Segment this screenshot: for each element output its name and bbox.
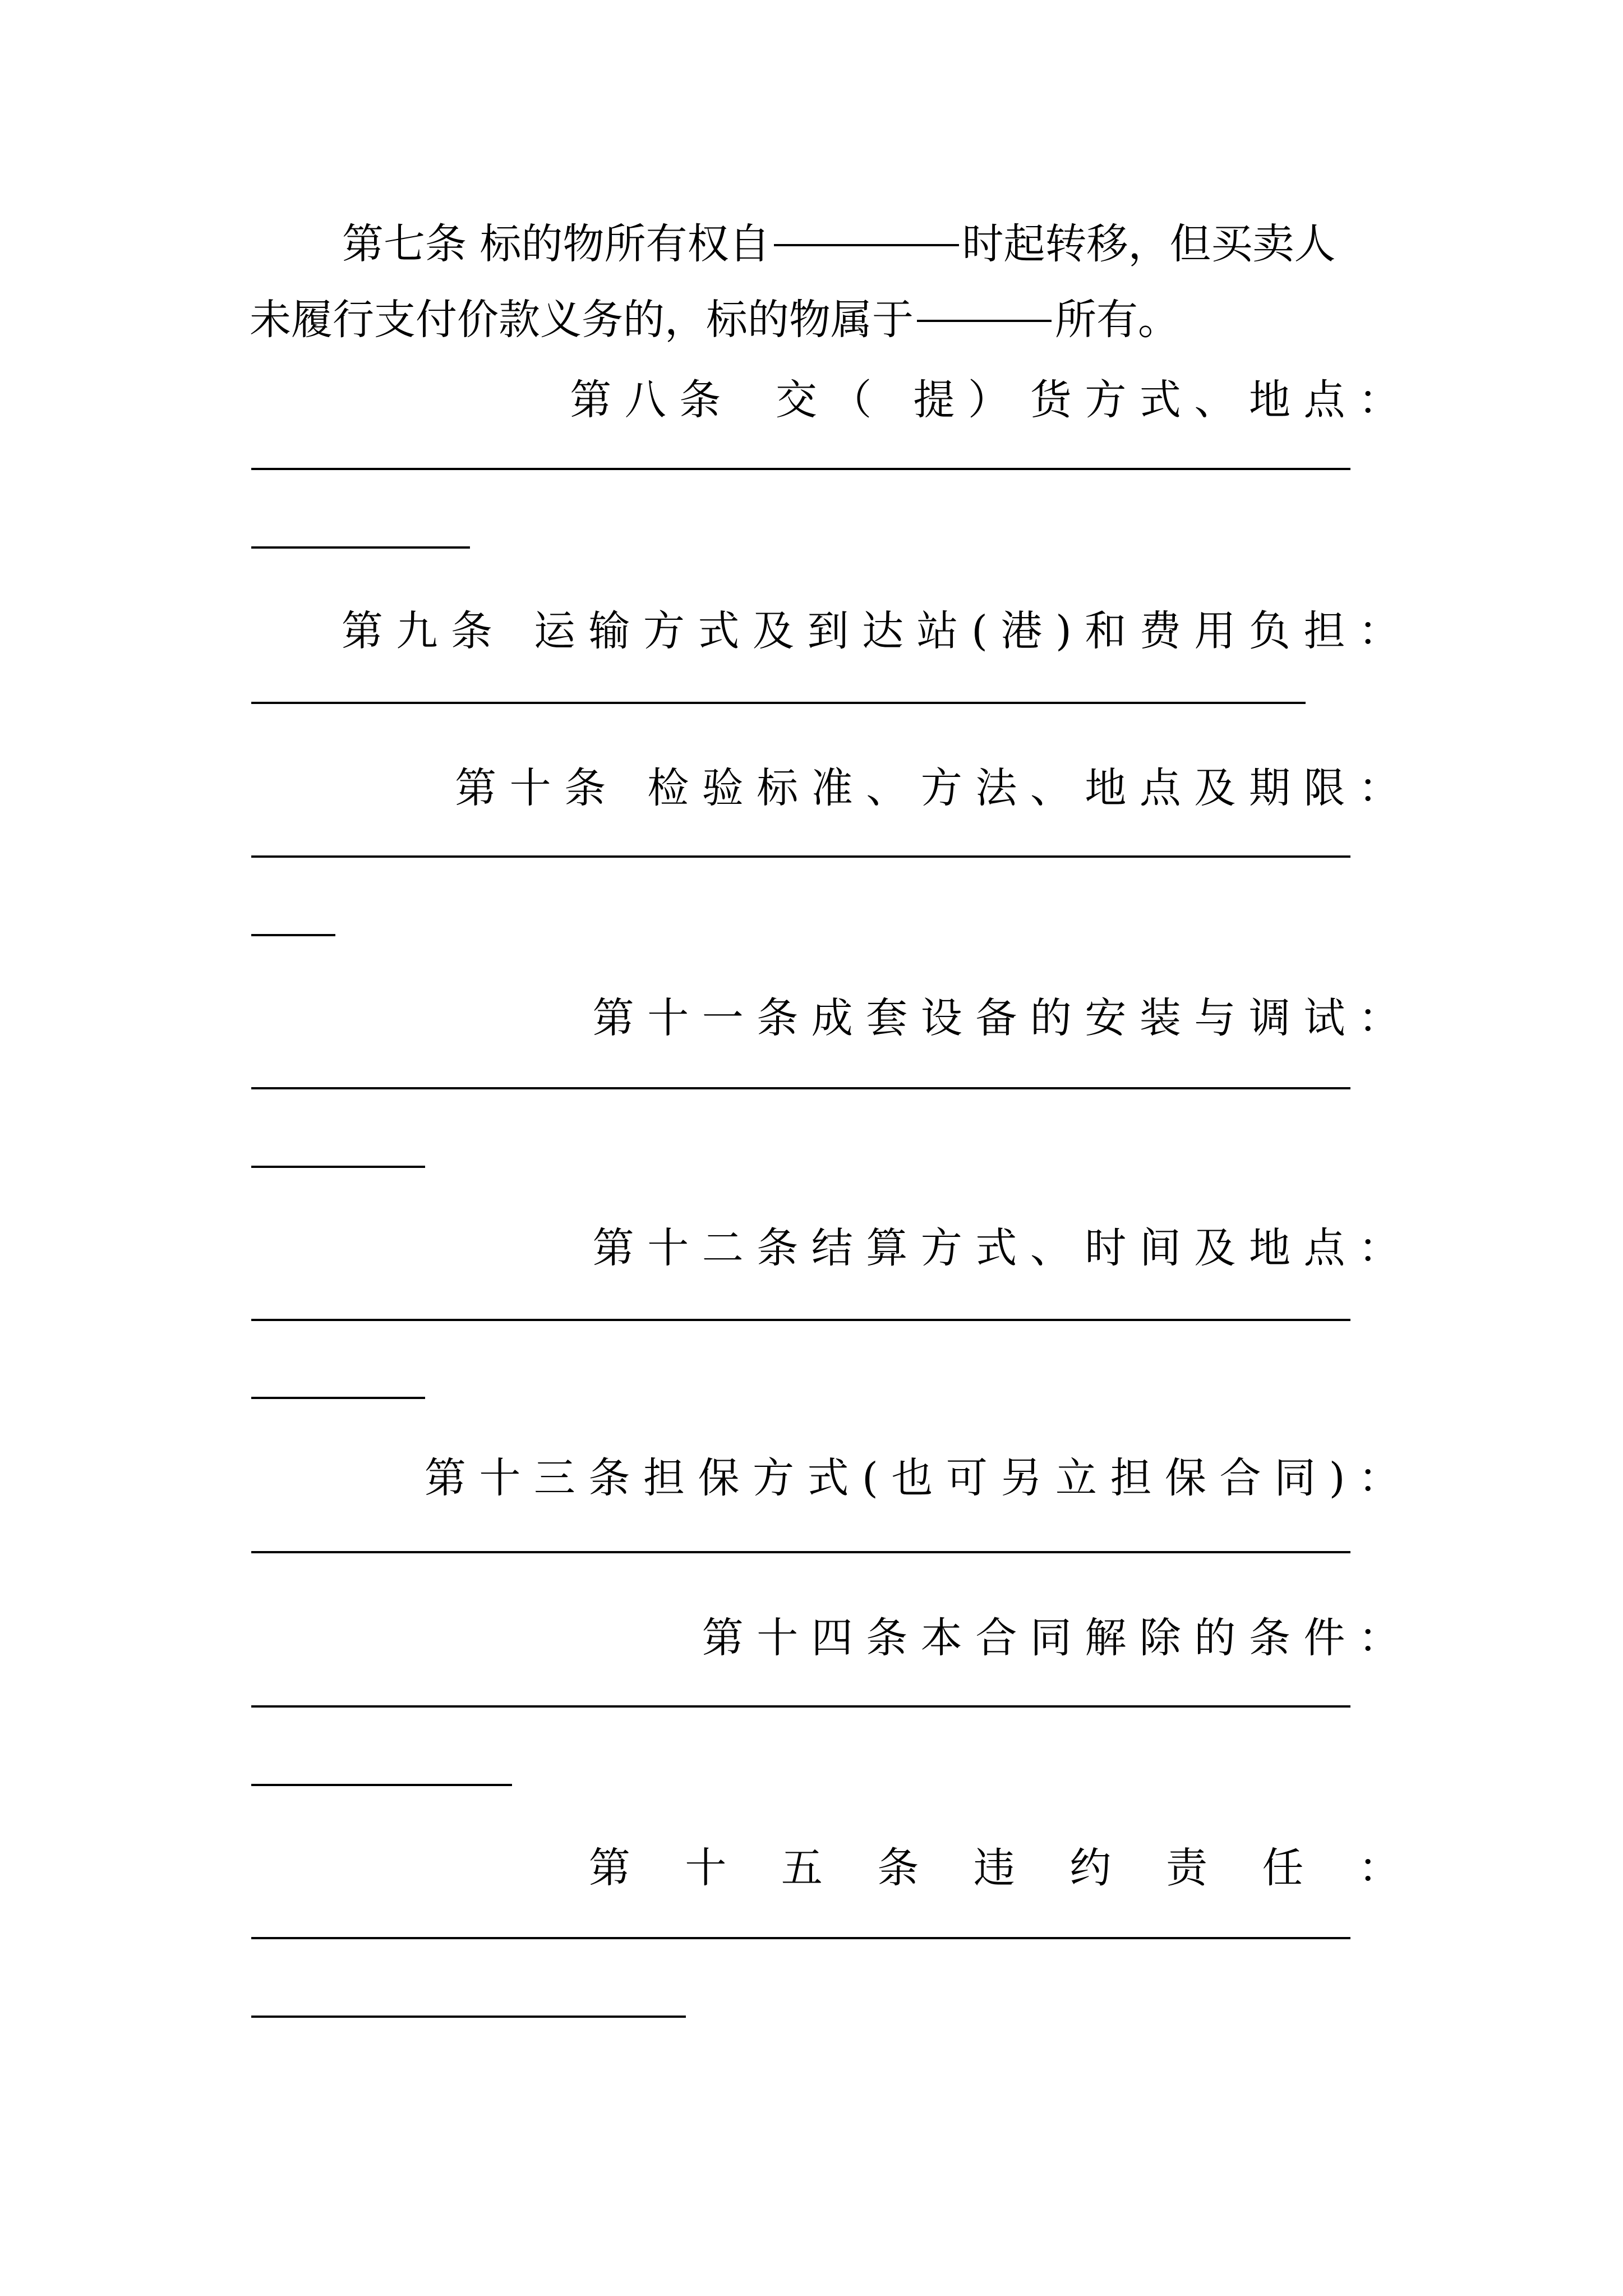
article-14-heading: 第 十 四 条 本 合 同 解 除 的 条 件 ： bbox=[702, 1614, 1400, 1662]
article-11-blank-line-1 bbox=[251, 1087, 1350, 1089]
article-12-blank-line-1 bbox=[251, 1319, 1350, 1321]
article-7-blank-2 bbox=[917, 320, 1052, 322]
article-7-text-d: 所有。 bbox=[1055, 296, 1179, 344]
article-8-heading: 第 八 条 交 （ 提 ） 货 方 式 、 地 点 ： bbox=[570, 376, 1400, 424]
article-9-heading: 第 九 条 运 输 方 式 及 到 达 站 ( 港 ) 和 费 用 负 担 ： bbox=[341, 607, 1400, 655]
article-8-blank-line-2 bbox=[251, 546, 470, 549]
article-12-blank-line-2 bbox=[251, 1397, 425, 1399]
article-11-blank-line-2 bbox=[251, 1166, 425, 1168]
article-10-blank-line-2 bbox=[251, 934, 335, 936]
article-13-heading: 第 十 三 条 担 保 方 式 ( 也 可 另 立 担 保 合 同 ) ： bbox=[424, 1454, 1400, 1502]
article-7-text-c: 未履行支付价款义务的，标的物属于 bbox=[250, 296, 914, 344]
article-7-line-1 bbox=[342, 216, 1336, 272]
article-8-blank-line-1 bbox=[251, 468, 1350, 470]
article-11-heading: 第 十 一 条 成 套 设 备 的 安 装 与 调 试 ： bbox=[592, 994, 1400, 1042]
article-15-blank-line-2 bbox=[251, 2016, 686, 2018]
article-7-text-a: 第七条 标的物所有权自 bbox=[342, 220, 771, 268]
article-15-heading: 第 十 五 条 违 约 责 任 ： bbox=[588, 1844, 1400, 1892]
article-15-blank-line-1 bbox=[251, 1937, 1350, 1939]
article-14-blank-line-2 bbox=[251, 1784, 512, 1786]
article-7-line-2 bbox=[250, 292, 1179, 348]
article-9-blank-line-1 bbox=[251, 702, 1306, 704]
article-10-heading: 第 十 条 检 验 标 准 、 方 法 、 地 点 及 期 限 ： bbox=[455, 764, 1400, 812]
article-12-heading: 第 十 二 条 结 算 方 式 、 时 间 及 地 点 ： bbox=[592, 1224, 1400, 1272]
article-7-blank-1 bbox=[774, 244, 959, 246]
article-13-blank-line-1 bbox=[251, 1551, 1350, 1553]
article-10-blank-line-1 bbox=[251, 855, 1350, 858]
article-14-blank-line-1 bbox=[251, 1705, 1350, 1708]
article-7-text-b: 时起转移，但买卖人 bbox=[962, 220, 1336, 268]
